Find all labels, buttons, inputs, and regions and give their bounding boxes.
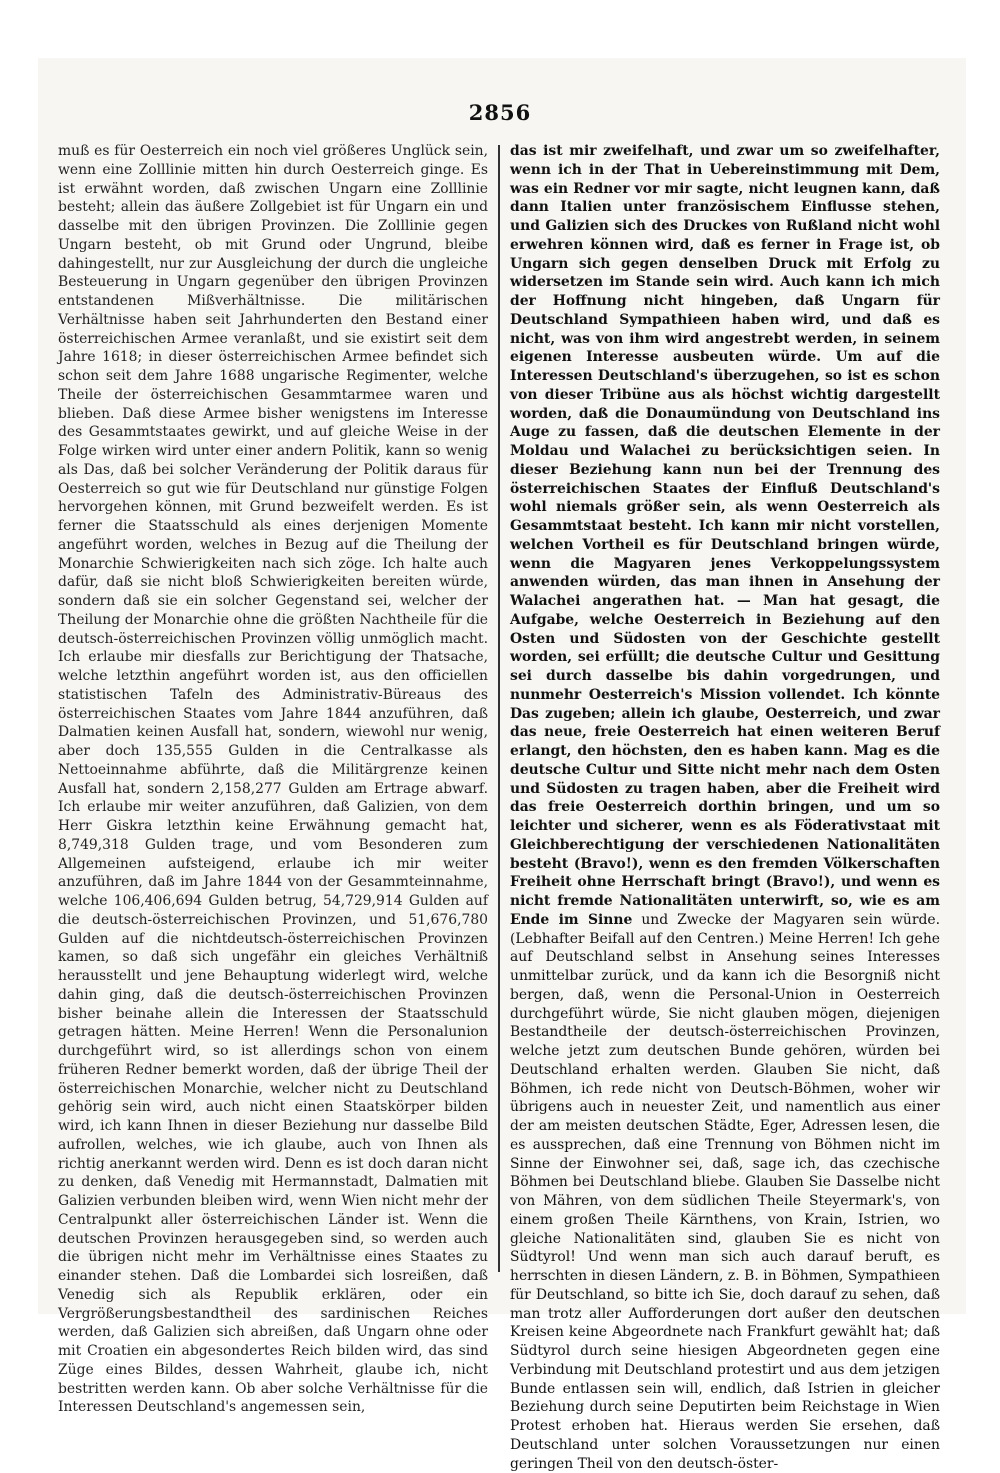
left-column	[58, 142, 488, 1416]
right-column-text	[510, 142, 940, 1473]
page-number: 2856	[468, 100, 532, 125]
left-column-text: muß es für Oesterreich ein noch viel größeres Unglück sein, wenn eine Zolllinie mitten hin durch Oesterreich ginge. Es ist erwähnt worden, daß zwischen Ungarn eine Zolllinie besteht; allein das äußere Zollgebiet ist für Ungarn ein und dasselbe mit den übrigen Provinzen. Die Zolllinie gegen Ungarn besteht, ob mit Grund oder Ungrund, bleibe dahingestellt, nur zur Ausgleichung der durch die ungleiche Besteuerung in Ungarn gegenüber den übrigen Provinzen entstandenen Mißverhältnisse. Die militärischen Verhältnisse haben seit Jahrhunderten den Bestand einer österreichischen Armee veranlaßt, und sie existirt seit dem Jahre 1618; in dieser österreichischen Armee befindet sich schon seit dem Jahre 1688 ungarische Regimenter, welche Theile der österreichischen Gesammtarmee waren und blieben. Daß diese Armee bisher wenigstens im Interesse des Gesammtstaates gewirkt, und auf gleiche Weise in der Folge wirken wird unter einer andern Politik, kann so wenig als Das, daß bei solcher Veränderung der Politik daraus für Oesterreich so gut wie für Deutschland nur günstige Folgen hervorgehen können, mit Grund bezweifelt werden. Es ist ferner die Staatsschuld als eines derjenigen Momente angeführt worden, welches in Bezug auf die Theilung der Monarchie Schwierigkeiten nach sich zöge. Ich halte auch dafür, daß sie nicht bloß Schwierigkeiten bereiten würde, sondern daß sie ein solcher Gegenstand sei, welcher der Theilung der Monarchie ohne die größten Nachtheile für die deutsch-österreichischen Provinzen völlig unmöglich macht. Ich erlaube mir diesfalls zur Berichtigung der Thatsache, welche letzthin angeführt worden ist, aus den officiellen statistischen Tafeln des Administrativ-Büreaus des österreichischen Staates vom Jahre 1844 anzuführen, daß Dalmatien keinen Ausfall hat, sondern, wiewohl nur wenig, aber doch 135,555 Gulden in die Centralkasse als Nettoeinnahme abführte, daß die Militärgrenze keinen Ausfall hat, sondern 2,158,277 Gulden am Ertrage abwarf. Ich erlaube mir weiter anzuführen, daß Galizien, von dem Herr Giskra letzthin keine Erwähnung gemacht hat, 8,749,318 Gulden trage, und vom Besonderen zum Allgemeinen aufsteigend, erlaube ich mir weiter anzuführen, daß im Jahre 1844 von der Gesammteinnahme, welche 106,406,694 Gulden betrug, 54,729,914 Gulden auf die deutsch-österreichischen Provinzen, und 51,676,780 Gulden auf die nichtdeutsch-österreichischen Provinzen kamen, so daß sich ungefähr ein gleiches Verhältniß herausstellt und jene Behauptung widerlegt wird, welche dahin ging, daß die deutsch-österreichischen Provinzen bisher beinahe allein die Interessen der Staatsschuld getragen hätten. Meine Herren! Wenn die Personalunion durchgeführt wird, so ist allerdings schon von einem früheren Redner bemerkt worden, daß der übrige Theil der österreichischen Monarchie, welcher nicht zu Deutschland gehörig sein wird, auch nicht einen Staatskörper bilden wird, ich kann Ihnen in dieser Beziehung nur dasselbe Bild aufrollen, welches, wie ich glaube, auch von Ihnen als richtig anerkannt werden wird. Denn es ist doch daran nicht zu denken, daß Venedig mit Hermannstadt, Dalmatien mit Galizien verbunden bleiben wird, wenn Wien nicht mehr der Centralpunkt aller österreichischen Länder ist. Wenn die deutschen Provinzen herausgegeben sind, so werden auch die übrigen nicht mehr im Verhältnisse eines Staates zu einander stehen. Daß die Lombardei sich losreißen, daß Venedig sich als Republik erklären, oder ein Vergrößerungsbestandtheil des sardinischen Reiches werden, daß Galizien sich abreißen, daß Ungarn ohne oder mit Croatien ein abgesondertes Reich bilden wird, das sind Züge eines Bildes, dessen Wahrheit, glaube ich, nicht bestritten werden kann. Ob aber solche Verhältnisse für die Interessen Deutschland's angemessen sein,	[58, 143, 488, 1416]
right-column-text-regular: und Zwecke der Magyaren sein würde. (Lebhafter Beifall auf den Centren.) Meine Herren! Ich gehe auf Deutschland selbst in Ansehung seines Interesses unmittelbar zurück, und da kann ich die Besorgniß nicht bergen, daß, wenn die Personal-Union in Oesterreich durchgeführt würde, Sie nicht glauben mögen, diejenigen Bestandtheile der deutsch-österreichischen Provinzen, welche jetzt zum deutschen Bunde gehören, würden bei Deutschland erhalten werden. Glauben Sie nicht, daß Böhmen, ich rede nicht von Deutsch-Böhmen, woher wir übrigens auch in neuester Zeit, und namentlich aus einer der am meisten deutschen Städte, Eger, Adressen lesen, die es aussprechen, daß eine Trennung von Böhmen nicht im Sinne der Einwohner sei, daß, sage ich, das czechische Böhmen bei Deutschland bliebe. Glauben Sie Dasselbe nicht von Mähren, von dem südlichen Theile Steyermark's, von einem großen Theile Kärnthens, von Krain, Istrien, wo gleiche Nationalitäten sind, glauben Sie es nicht von Südtyrol! Und wenn man sich auch darauf beruft, es herrschten in diesen Ländern, z. B. in Böhmen, Sympathieen für Deutschland, so bitte ich Sie, doch darauf zu sehen, daß man trotz aller Aufforderungen dort außer den deutschen Kreisen keine Abgeordnete nach Frankfurt gewählt hat; daß Südtyrol durch seine hiesigen Abgeordneten gegen eine Verbindung mit Deutschland protestirt und aus dem jetzigen Bunde entlassen sein will, endlich, daß Istrien in gleicher Beziehung durch seine Deputirten beim Reichstage in Wien Protest erhoben hat. Hieraus werden Sie ersehen, daß Deutschland unter solchen Voraussetzungen nur einen geringen Theil von den deutsch-öster-	[510, 911, 941, 1472]
right-column-text-bold: das ist mir zweifelhaft, und zwar um so zweifelhafter, wenn ich in der That in Uebereinstimmung mit Dem, was ein Redner vor mir sagte, nicht leugnen kann, daß dann Italien unter französischem Einflusse stehen, und Galizien sich des Druckes von Rußland nicht wohl erwehren können wird, daß es ferner in Frage ist, ob Ungarn sich gegen denselben Druck mit Erfolg zu widersetzen im Stande sein wird. Auch kann ich mich der Hoffnung nicht hingeben, daß Ungarn für Deutschland Sympathieen haben wird, und daß es nicht, was von ihm wird angestrebt werden, in seinem eigenen Interesse ausbeuten würde. Um auf die Interessen Deutschland's überzugehen, so ist es schon von dieser Tribüne aus als höchst wichtig dargestellt worden, daß die Donaumündung von Deutschland ins Auge zu fassen, daß die deutschen Elemente in der Moldau und Walachei zu berücksichtigen seien. In dieser Beziehung kann nun bei der Trennung des österreichischen Staates der Einfluß Deutschland's wohl niemals größer sein, als wenn Oesterreich als Gesammtstaat besteht. Ich kann mir nicht vorstellen, welchen Vortheil es für Deutschland bringen würde, wenn die Magyaren jenes Verkoppelungssystem anwenden würden, das man ihnen in Ansehung der Walachei angerathen hat. — Man hat gesagt, die Aufgabe, welche Oesterreich in Beziehung auf den Osten und Südosten von der Geschichte gestellt worden, sei erfüllt; die deutsche Cultur und Gesittung sei durch dasselbe bis dahin vorgedrungen, und nunmehr Oesterreich's Mission vollendet. Ich könnte Das zugeben; allein ich glaube, Oesterreich, und zwar das neue, freie Oesterreich hat einen weiteren Beruf erlangt, den höchsten, den es haben kann. Mag es die deutsche Cultur und Sitte nicht mehr nach dem Osten und Südosten zu tragen haben, aber die Freiheit wird das freie Oesterreich dorthin bringen, und um so leichter und sicherer, wenn es als Föderativstaat mit Gleichberechtigung der verschiedenen Nationalitäten besteht (Bravo!), wenn es den fremden Völkerschaften Freiheit ohne Herrschaft bringt (Bravo!), und wenn es nicht fremde Nationalitäten unterwirft, so, wie es am Ende im Sinne	[510, 143, 940, 928]
right-column	[510, 142, 941, 1472]
column-divider	[498, 145, 500, 1272]
